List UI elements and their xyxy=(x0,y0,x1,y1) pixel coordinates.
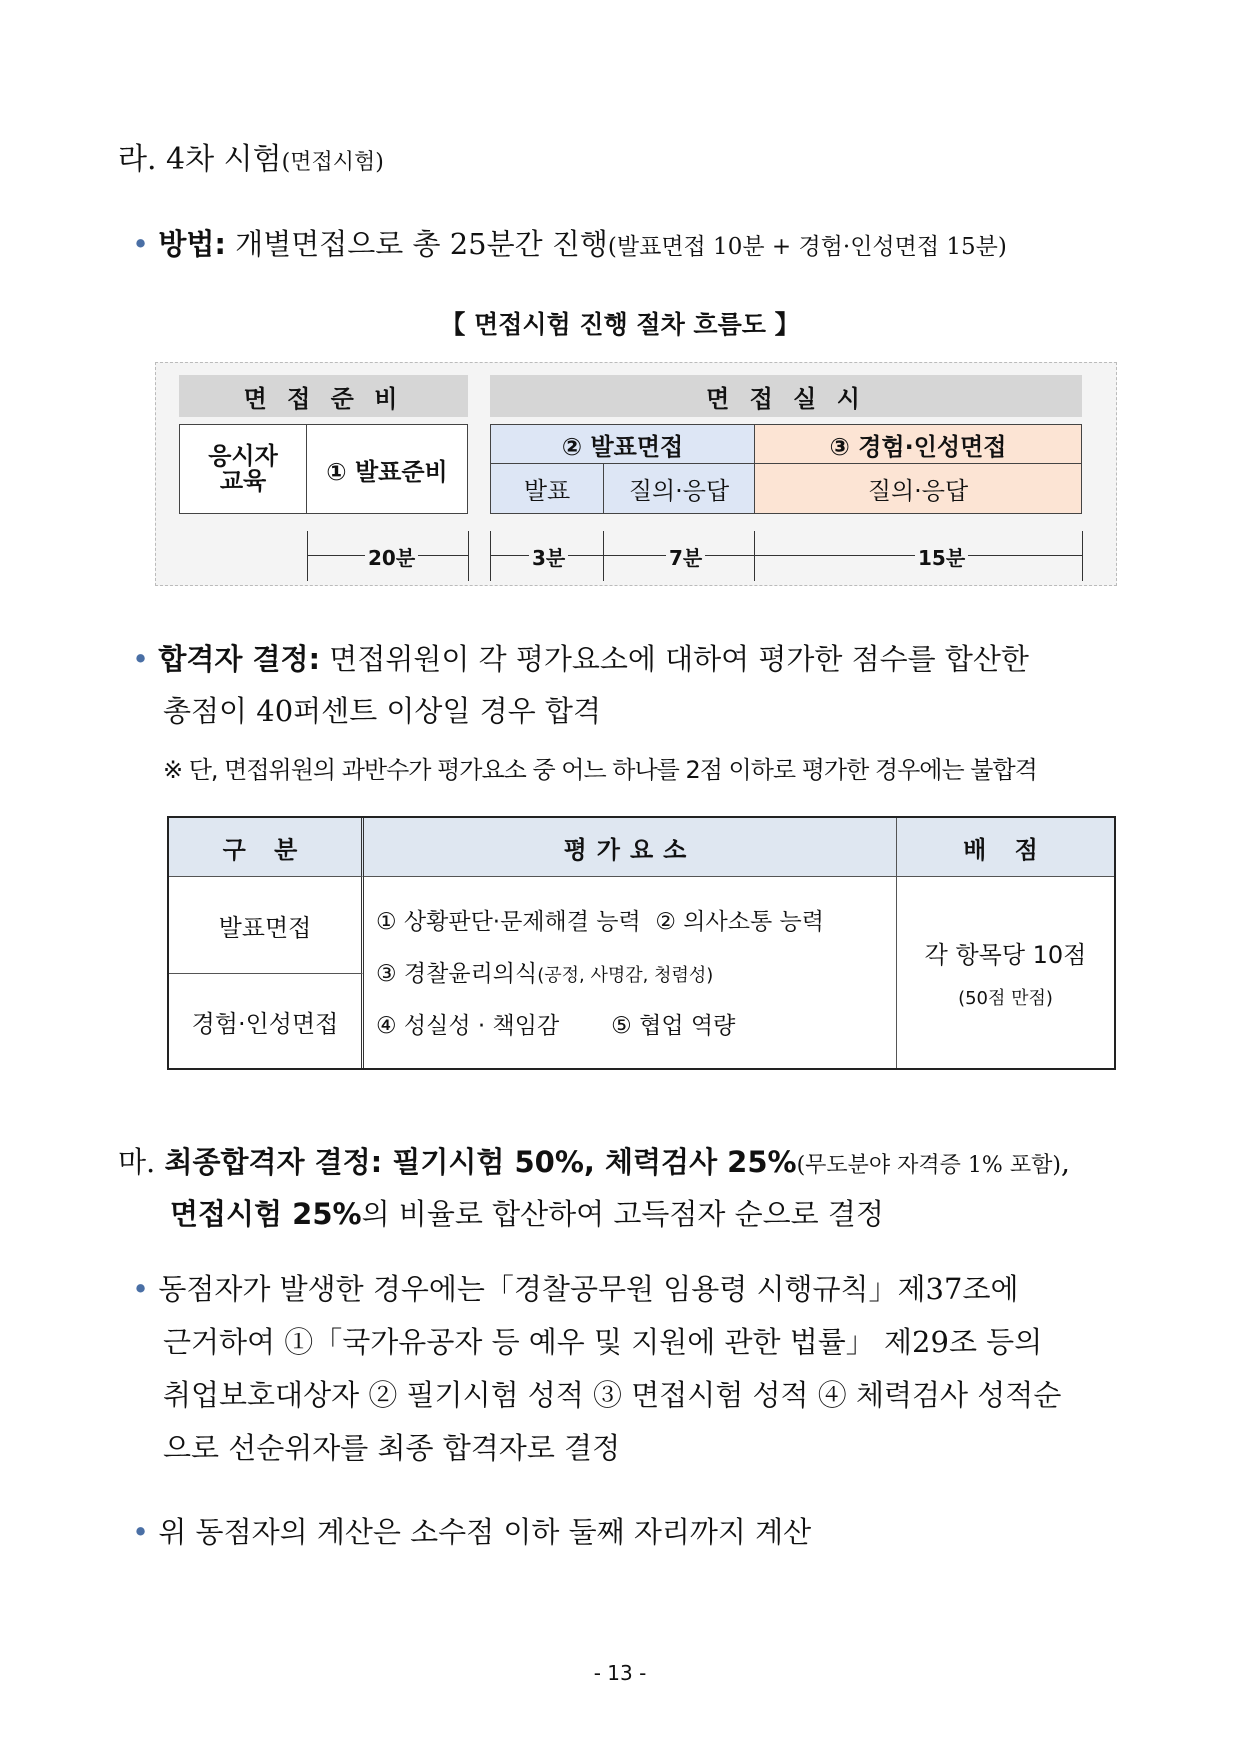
presentation-sub: 발표 xyxy=(490,463,604,514)
page-number: - 13 - xyxy=(593,1661,647,1685)
item5: ⑤ 협업 역량 xyxy=(611,1013,736,1039)
final-decision-rest: 의 비율로 합산하여 고득점자 순으로 결정 xyxy=(361,1197,884,1231)
score-cell xyxy=(897,877,1114,1068)
final-decision-text1: 필기시험 50%, 체력검사 25% xyxy=(382,1145,797,1179)
pass-decision-note: ※ 단, 면접위원의 과반수가 평가요소 중 어느 하나를 2점 이하로 평가한 경우에는 불합격 xyxy=(163,756,1037,784)
row-label-presentation: 발표면접 xyxy=(169,877,364,974)
table-header-category: 구 분 xyxy=(169,818,364,877)
score-note: (50점 만점) xyxy=(958,988,1053,1009)
final-decision-line1 xyxy=(118,1140,1070,1181)
table-header-score: 배 점 xyxy=(897,818,1114,877)
final-decision-bold: 면접시험 25% xyxy=(170,1197,362,1231)
item4: ④ 성실성 · 책임감 xyxy=(376,1013,560,1039)
exec-header: 면 접 실 시 xyxy=(490,375,1082,417)
pass-decision-bullet xyxy=(132,642,1029,676)
qa-sub: 질의·응답 xyxy=(603,463,755,514)
row-label-experience: 경험·인성면접 xyxy=(169,974,364,1068)
tie-rule-line3: 취업보호대상자 ② 필기시험 성적 ③ 면접시험 성적 ④ 체력검사 성적순 xyxy=(163,1378,1062,1412)
score-text: 각 항목당 10점 xyxy=(924,941,1087,969)
section-heading xyxy=(118,134,384,178)
bullet-icon: • xyxy=(132,227,150,261)
calc-rule-bullet xyxy=(132,1515,812,1549)
pass-decision-text1: 면접위원이 각 평가요소에 대하여 평가한 점수를 합산한 xyxy=(320,642,1029,676)
time-presentation: 3분 xyxy=(529,542,568,571)
flowchart xyxy=(155,362,1117,586)
table-header-elements: 평가요소 xyxy=(364,818,897,877)
time-qa: 7분 xyxy=(666,542,705,571)
bullet-icon: • xyxy=(132,1515,150,1549)
item3: ③ 경찰윤리의식 xyxy=(376,961,538,987)
method-label: 방법: xyxy=(158,227,226,261)
orientation-line2: 교육 xyxy=(219,467,267,495)
elements-cell xyxy=(364,877,897,1068)
elements-line3 xyxy=(376,1007,896,1040)
final-decision-paren: (무도분야 자격증 1% 포함) xyxy=(796,1153,1061,1178)
tie-rule-bullet xyxy=(132,1272,1019,1306)
orientation-cell xyxy=(179,424,307,514)
item2: ② 의사소통 능력 xyxy=(655,909,824,935)
tie-rule-line4: 으로 선순위자를 최종 합격자로 결정 xyxy=(163,1431,621,1465)
final-decision-line2 xyxy=(170,1192,884,1233)
experience-header: ③ 경험·인성면접 xyxy=(754,424,1082,464)
pass-decision-label: 합격자 결정: xyxy=(158,642,321,676)
method-text: 개별면접으로 총 25분간 진행 xyxy=(225,227,608,261)
timeline-tick xyxy=(490,531,491,581)
tie-rule-line2: 근거하여 ①「국가유공자 등 예우 및 지원에 관한 법률」 제29조 등의 xyxy=(163,1325,1043,1359)
flowchart-title: 【 면접시험 진행 절차 흐름도 】 xyxy=(440,310,800,339)
section-heading-text: 라. 4차 시험 xyxy=(118,142,282,177)
timeline-line xyxy=(490,555,1082,556)
prep-header: 면 접 준 비 xyxy=(179,375,468,417)
time-experience: 15분 xyxy=(915,542,968,571)
time-prep: 20분 xyxy=(365,542,418,571)
timeline-tick xyxy=(307,531,308,581)
bullet-icon: • xyxy=(132,1272,150,1306)
item3-paren: (공정, 사명감, 청렴성) xyxy=(537,965,714,986)
tie-rule-line1: 동점자가 발생한 경우에는「경찰공무원 임용령 시행규칙」제37조에 xyxy=(158,1272,1019,1306)
timeline-tick xyxy=(603,531,604,581)
score-table xyxy=(167,816,1116,1070)
elements-line2 xyxy=(376,955,896,1007)
pass-decision-text2: 총점이 40퍼센트 이상일 경우 합격 xyxy=(163,694,601,728)
method-paren: (발표면접 10분 + 경험·인성면접 15분) xyxy=(607,234,1007,260)
final-decision-label: 최종합격자 결정: xyxy=(164,1145,383,1179)
elements-line1 xyxy=(376,903,896,955)
timeline-tick xyxy=(468,531,469,581)
prep-cell: ① 발표준비 xyxy=(306,424,468,514)
method-bullet xyxy=(132,227,1007,261)
final-decision-prefix: 마. xyxy=(118,1145,165,1179)
orientation-line1: 응시자 xyxy=(208,441,278,470)
presentation-header: ② 발표면접 xyxy=(490,424,755,464)
calc-rule-text: 위 동점자의 계산은 소수점 이하 둘째 자리까지 계산 xyxy=(158,1515,812,1549)
experience-sub: 질의·응답 xyxy=(754,463,1082,514)
timeline-tick xyxy=(1082,531,1083,581)
item1: ① 상황판단·문제해결 능력 xyxy=(376,909,641,935)
section-heading-paren: (면접시험) xyxy=(281,150,384,175)
bullet-icon: • xyxy=(132,642,150,676)
timeline-tick xyxy=(754,531,755,581)
final-decision-comma: , xyxy=(1060,1145,1071,1179)
